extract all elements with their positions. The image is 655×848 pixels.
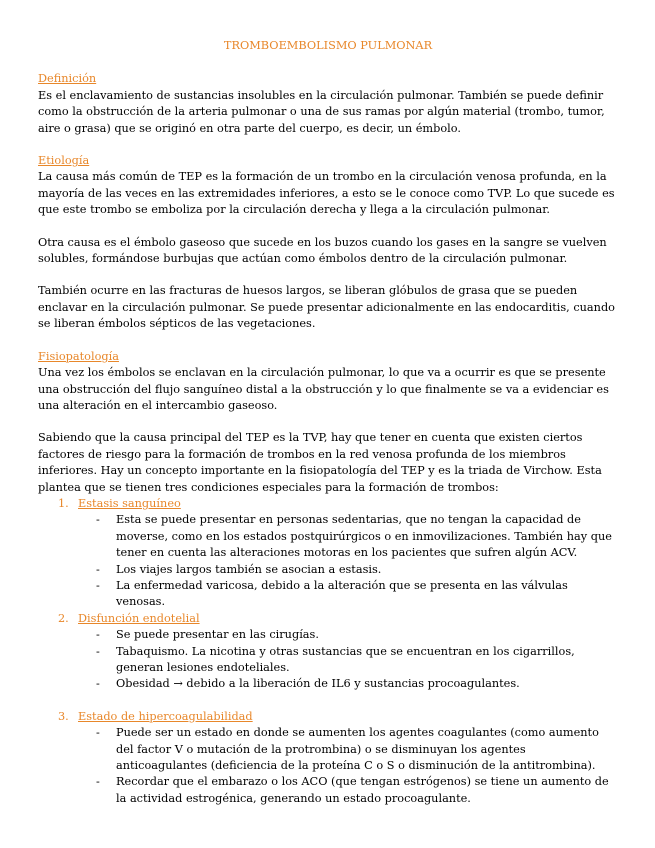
list-item: - Los viajes largos también se asocian a estasis. xyxy=(96,562,382,576)
condition-estasis xyxy=(38,496,618,611)
paragraph-fisiopatologia-2: Sabiendo que la causa principal del TEP es la TVP, hay que tener en cuenta que existen ciertos factores de riesgo para la formación de trombos en la red venosa profunda de los miembros inferiores. Hay un concepto importante en la fisiopatología del TEP y es la triada de Virchow. Esta plantea que se tienen tres condiciones especiales para la formación de trombos: xyxy=(38,431,602,494)
list-item: - Puede ser un estado en donde se aumenten los agentes coagulantes (como aumento del factor V o mutación de la protrombina) o se disminuyan los agentes anticoagulantes (deficiencia de la proteína C o S o disminución de la antitrombina). xyxy=(96,726,599,773)
paragraph-definicion: Es el enclavamiento de sustancias insolubles en la circulación pulmonar. También se puede definir como la obstrucción de la arteria pulmonar o una de sus ramas por algún material (trombo, tumor, aire o grasa) que se originó en otra parte del cuerpo, es decir, un émbolo. xyxy=(38,88,605,135)
condition-hipercoagulabilidad xyxy=(38,709,618,807)
condition-title: Estasis sanguíneo xyxy=(78,496,181,510)
list-item: - La enfermedad varicosa, debido a la alteración que se presenta en las válvulas venosas. xyxy=(96,578,568,609)
list-item: - Se puede presentar en las cirugías. xyxy=(96,628,319,642)
condition-title: Disfunción endotelial xyxy=(78,611,200,625)
paragraph-fisiopatologia-1: Una vez los émbolos se enclavan en la circulación pulmonar, lo que va a ocurrir es que se presente una obstrucción del flujo sanguíneo distal a la obstrucción y lo que finalmente se va a evidenciar es una alteración en el intercambio gaseoso. xyxy=(38,366,609,412)
virchow-conditions-list xyxy=(38,496,618,807)
condition-number: 2. xyxy=(58,611,69,625)
list-item: - Obesidad → debido a la liberación de IL6 y sustancias procoagulantes. xyxy=(96,677,520,691)
paragraph-etiologia-3: También ocurre en las fracturas de huesos largos, se liberan glóbulos de grasa que se pueden enclavar en la circulación pulmonar. Se puede presentar adicionalmente en las endocarditis, cuando se liberan émbolos sépticos de las vegetaciones. xyxy=(38,284,615,331)
heading-definicion: Definición xyxy=(38,72,97,86)
paragraph-etiologia-1: La causa más común de TEP es la formación de un trombo en la circulación venosa profunda, en la mayoría de las veces en las extremidades inferiores, a esto se le conoce como TVP. Lo que sucede es que este trombo se emboliza por la circulación derecha y llega a la circulación pulmonar. xyxy=(38,170,615,217)
document-page xyxy=(38,38,618,807)
heading-etiologia: Etiología xyxy=(38,154,90,168)
paragraph-etiologia-2: Otra causa es el émbolo gaseoso que sucede en los buzos cuando los gases en la sangre se vuelven solubles, formándose burbujas que actúan como émbolos dentro de la circulación pulmonar. xyxy=(38,235,607,266)
list-item: - Recordar que el embarazo o los ACO (que tengan estrógenos) se tiene un aumento de la actividad estrogénica, generando un estado procoagulante. xyxy=(96,775,609,805)
condition-number: 1. xyxy=(58,496,69,510)
list-item: - Tabaquismo. La nicotina y otras sustancias que se encuentran en los cigarrillos, generan lesiones endoteliales. xyxy=(96,644,575,674)
heading-fisiopatologia: Fisiopatología xyxy=(38,349,119,363)
document-title: TROMBOEMBOLISMO PULMONAR xyxy=(223,39,433,52)
condition-title: Estado de hipercoagulabilidad xyxy=(78,709,253,723)
condition-number: 3. xyxy=(58,709,69,723)
list-item: - Esta se puede presentar en personas sedentarias, que no tengan la capacidad de moverse, como en los estados postquirúrgicos o en inmovilizaciones. También hay que tener en cuenta las alteraciones motoras en los pacientes que sufren algún ACV. xyxy=(96,513,612,560)
condition-disfuncion-endotelial xyxy=(38,611,618,693)
